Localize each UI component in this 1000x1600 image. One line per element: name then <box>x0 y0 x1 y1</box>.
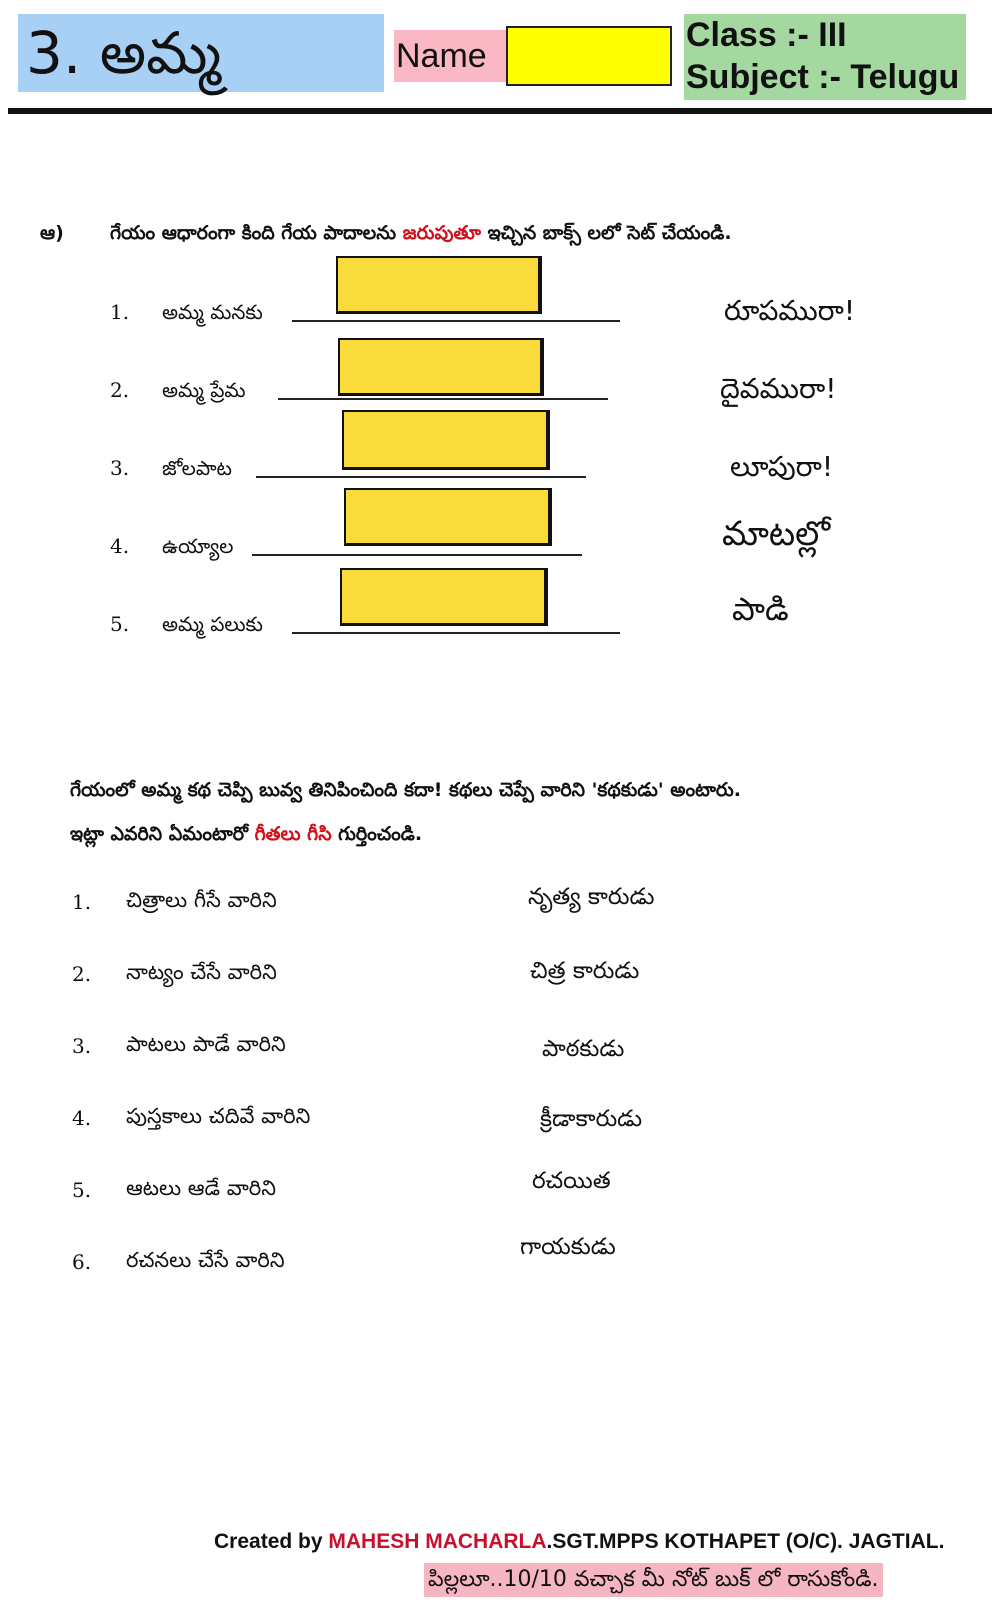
subject-label: Subject :- Telugu <box>686 58 960 96</box>
row-text: జోలపాట <box>162 456 232 480</box>
answer-line <box>292 632 620 634</box>
match-number: 3. <box>72 1034 92 1058</box>
match-number: 5. <box>72 1178 92 1202</box>
credit-author: MAHESH MACHARLA <box>328 1530 547 1553</box>
instruction-line-1: గేయంలో అమ్మ కథ చెప్పి బువ్వ తినిపించింది కదా! కథలు చెప్పే వారిని 'కథకుడు' అంటారు. <box>70 779 741 801</box>
answer-line <box>256 476 586 478</box>
name-input[interactable] <box>506 26 672 86</box>
row-number: 2. <box>110 378 130 402</box>
answer-line <box>278 398 608 400</box>
match-left-item[interactable]: ఆటలు ఆడే వారిని <box>126 1176 276 1200</box>
credit-suffix: .SGT.MPPS KOTHAPET (O/C). JAGTIAL. <box>546 1530 945 1553</box>
drop-box-4[interactable] <box>344 488 552 546</box>
match-left-item[interactable]: చిత్రాలు గీసే వారిని <box>126 888 277 912</box>
word-tile[interactable]: లూపురా! <box>730 450 834 483</box>
credit-prefix: Created by <box>214 1530 323 1553</box>
instruction-highlight: జరుపుతూ <box>402 222 481 244</box>
match-right-item[interactable]: గాయకుడు <box>520 1234 616 1260</box>
word-tile[interactable]: రూపమురా! <box>724 294 856 327</box>
word-tile[interactable]: పాడి <box>732 590 789 628</box>
match-right-item[interactable]: క్రీడాకారుడు <box>540 1106 643 1132</box>
instruction-text: ఇట్లా ఎవరిని ఏమంటారో <box>70 823 248 845</box>
row-text: అమ్మ మనకు <box>162 300 263 324</box>
footer-credit <box>214 1530 944 1554</box>
header-divider <box>8 108 992 114</box>
match-number: 1. <box>72 890 92 914</box>
match-left-item[interactable]: నాట్యం చేసే వారిని <box>126 960 277 984</box>
match-number: 2. <box>72 962 92 986</box>
footer-note: పిల్లలూ..10/10 వచ్చాక మీ నోట్ బుక్ లో రాసుకోండి. <box>424 1563 883 1597</box>
row-number: 3. <box>110 456 130 480</box>
match-left-item[interactable]: పాటలు పాడే వారిని <box>126 1032 286 1056</box>
section-b-instruction <box>70 768 741 856</box>
instruction-highlight: గీతలు గీసి <box>254 823 332 845</box>
word-tile[interactable]: దైవమురా! <box>720 372 837 405</box>
row-number: 1. <box>110 300 130 324</box>
class-label: Class :- III <box>686 16 847 54</box>
instruction-text-end: గుర్తించండి. <box>338 823 423 845</box>
instruction-text-end: ఇచ్చిన బాక్స్ లలో సెట్ చేయండి. <box>487 222 732 244</box>
class-subject-box <box>684 14 966 100</box>
row-number: 4. <box>110 534 130 558</box>
section-a-instruction <box>40 222 732 249</box>
instruction-line-2 <box>70 812 741 856</box>
match-number: 6. <box>72 1250 92 1274</box>
drop-box-5[interactable] <box>340 568 548 626</box>
match-right-item[interactable]: చిత్ర కారుడు <box>530 958 640 984</box>
section-a-marker: ఆ) <box>40 222 64 244</box>
drop-box-1[interactable] <box>336 256 542 314</box>
row-text: అమ్మ పలుకు <box>162 612 263 636</box>
name-label: Name <box>394 30 506 82</box>
match-left-item[interactable]: పుస్తకాలు చదివే వారిని <box>126 1104 311 1128</box>
drop-box-2[interactable] <box>338 338 544 396</box>
match-right-item[interactable]: నృత్య కారుడు <box>528 884 655 910</box>
match-right-item[interactable]: రచయిత <box>532 1168 611 1194</box>
lesson-title: 3. అమ్మ <box>18 14 384 92</box>
drop-box-3[interactable] <box>342 410 550 470</box>
instruction-text: గేయం ఆధారంగా కింది గేయ పాదాలను <box>110 222 397 244</box>
answer-line <box>292 320 620 322</box>
match-number: 4. <box>72 1106 92 1130</box>
row-text: ఉయ్యాల <box>162 534 234 558</box>
match-right-item[interactable]: పాఠకుడు <box>542 1036 625 1062</box>
row-number: 5. <box>110 612 130 636</box>
word-tile[interactable]: మాటల్లో <box>722 514 831 554</box>
row-text: అమ్మ ప్రేమ <box>162 378 246 402</box>
match-left-item[interactable]: రచనలు చేసే వారిని <box>126 1248 285 1272</box>
answer-line <box>252 554 582 556</box>
